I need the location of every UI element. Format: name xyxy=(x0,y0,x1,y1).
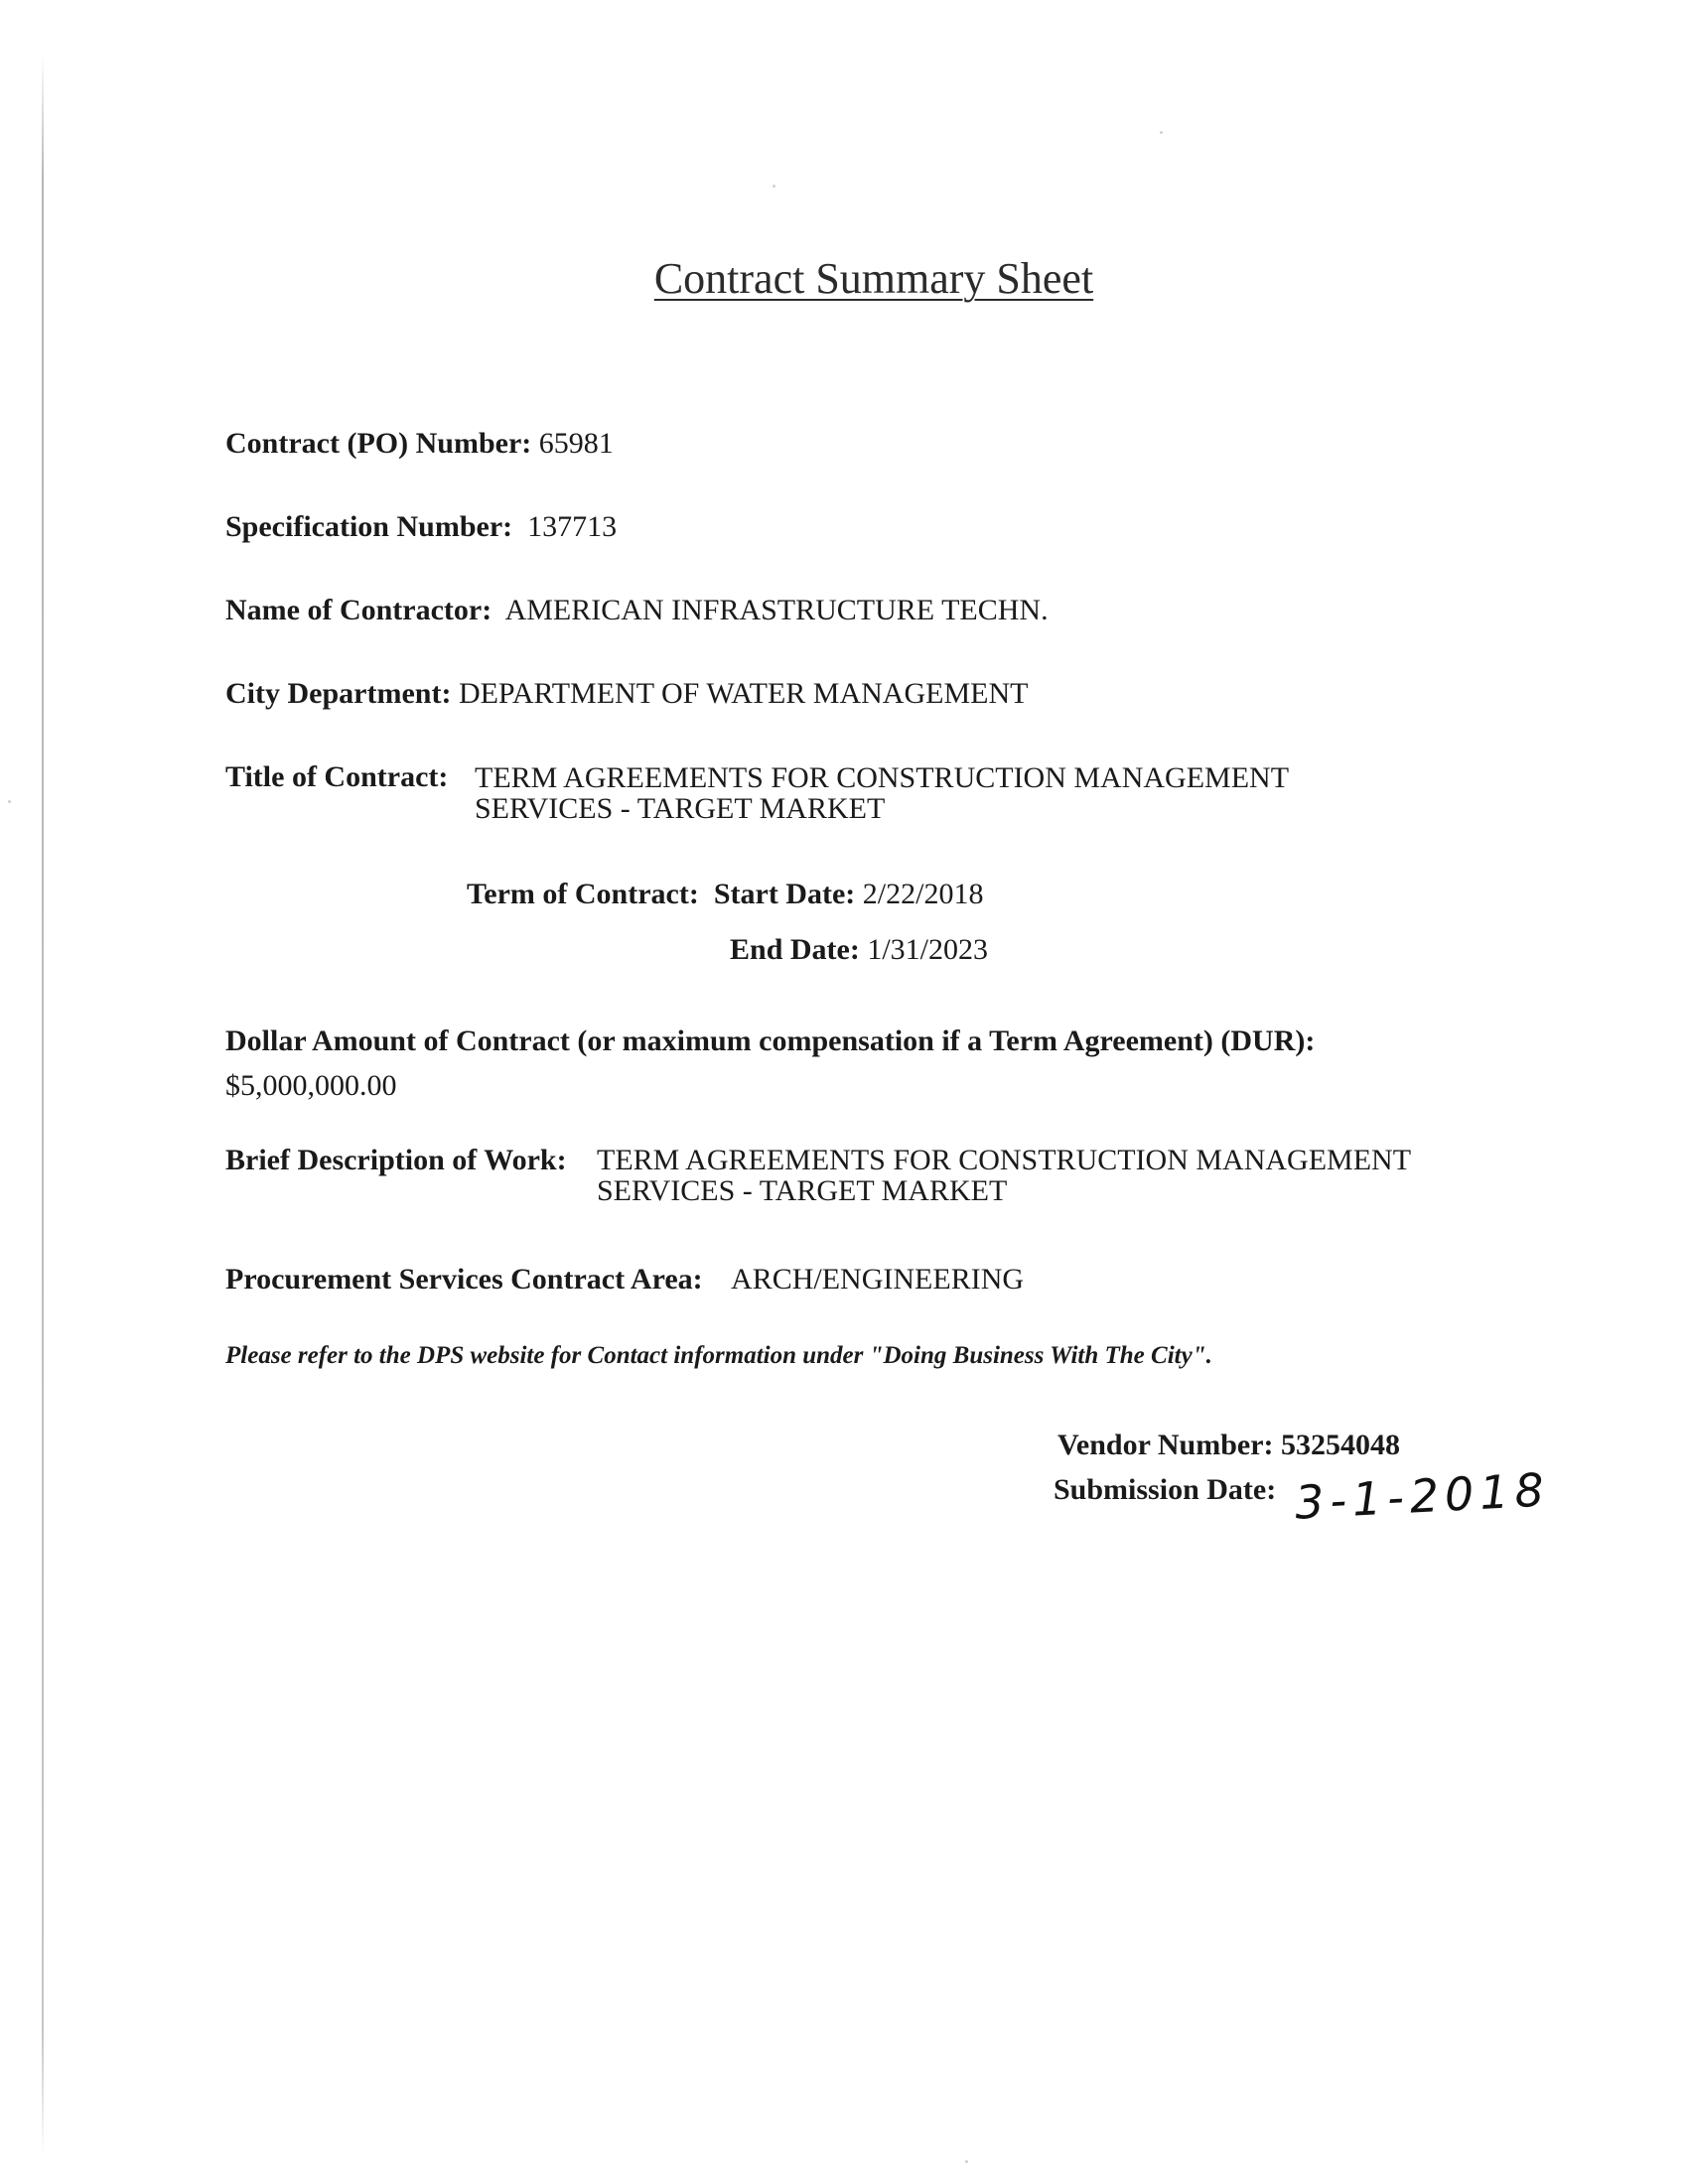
vendor-number-row xyxy=(1057,1429,1400,1462)
scan-speck xyxy=(773,185,775,188)
end-date-label: End Date: xyxy=(730,933,860,966)
description-row xyxy=(225,1144,567,1177)
term-start-row xyxy=(467,878,983,911)
contract-title-label: Title of Contract: xyxy=(225,760,449,793)
term-label: Term of Contract: xyxy=(467,878,699,910)
submission-date-row xyxy=(1054,1473,1276,1507)
procurement-area-value: ARCH/ENGINEERING xyxy=(731,1263,1025,1296)
scan-speck xyxy=(8,800,11,803)
procurement-area-label: Procurement Services Contract Area: xyxy=(225,1263,703,1296)
contract-title-line-2: SERVICES - TARGET MARKET xyxy=(475,792,886,825)
specification-number-row xyxy=(225,510,617,544)
page-title: Contract Summary Sheet xyxy=(653,254,1094,303)
contract-title-value xyxy=(475,762,1289,824)
specification-number-label: Specification Number: xyxy=(225,510,513,543)
description-line-2: SERVICES - TARGET MARKET xyxy=(597,1174,1008,1207)
end-date-value: 1/31/2023 xyxy=(867,933,989,966)
dollar-amount-label-row xyxy=(225,1024,1315,1058)
specification-number-value: 137713 xyxy=(527,510,618,543)
start-date-label: Start Date: xyxy=(713,878,856,910)
description-label: Brief Description of Work: xyxy=(225,1144,567,1176)
contract-number-value: 65981 xyxy=(538,427,614,460)
vendor-number-label: Vendor Number: xyxy=(1057,1429,1274,1461)
contract-title-line-1: TERM AGREEMENTS FOR CONSTRUCTION MANAGEMENT xyxy=(475,761,1290,794)
dps-website-notice: Please refer to the DPS website for Contact information under "Doing Business With The City". xyxy=(225,1342,1212,1369)
department-row xyxy=(225,677,1028,711)
contract-number-label: Contract (PO) Number: xyxy=(225,427,532,460)
dollar-amount-value: $5,000,000.00 xyxy=(225,1069,397,1102)
term-end-row xyxy=(730,933,988,967)
department-value: DEPARTMENT OF WATER MANAGEMENT xyxy=(458,677,1029,710)
contractor-value: AMERICAN INFRASTRUCTURE TECHN. xyxy=(504,594,1049,626)
contractor-row xyxy=(225,594,1049,627)
dollar-amount-label: Dollar Amount of Contract (or maximum compensation if a Term Agreement) (DUR): xyxy=(225,1024,1316,1057)
description-line-1: TERM AGREEMENTS FOR CONSTRUCTION MANAGEMENT xyxy=(597,1144,1412,1176)
description-value xyxy=(597,1145,1411,1206)
scan-speck xyxy=(965,2160,968,2163)
scan-speck xyxy=(1160,131,1163,134)
department-label: City Department: xyxy=(225,677,452,710)
start-date-value: 2/22/2018 xyxy=(862,878,984,910)
contractor-label: Name of Contractor: xyxy=(225,594,492,626)
contract-number-row xyxy=(225,427,614,461)
scan-edge xyxy=(42,55,44,2159)
contract-title-row xyxy=(225,760,448,794)
dollar-amount-value-row xyxy=(225,1069,397,1103)
vendor-number-value: 53254048 xyxy=(1281,1429,1401,1461)
procurement-area-row xyxy=(225,1263,1024,1297)
handwritten-submission-date: 3-1-2018 xyxy=(1293,1462,1552,1530)
submission-date-label: Submission Date: xyxy=(1054,1473,1277,1506)
